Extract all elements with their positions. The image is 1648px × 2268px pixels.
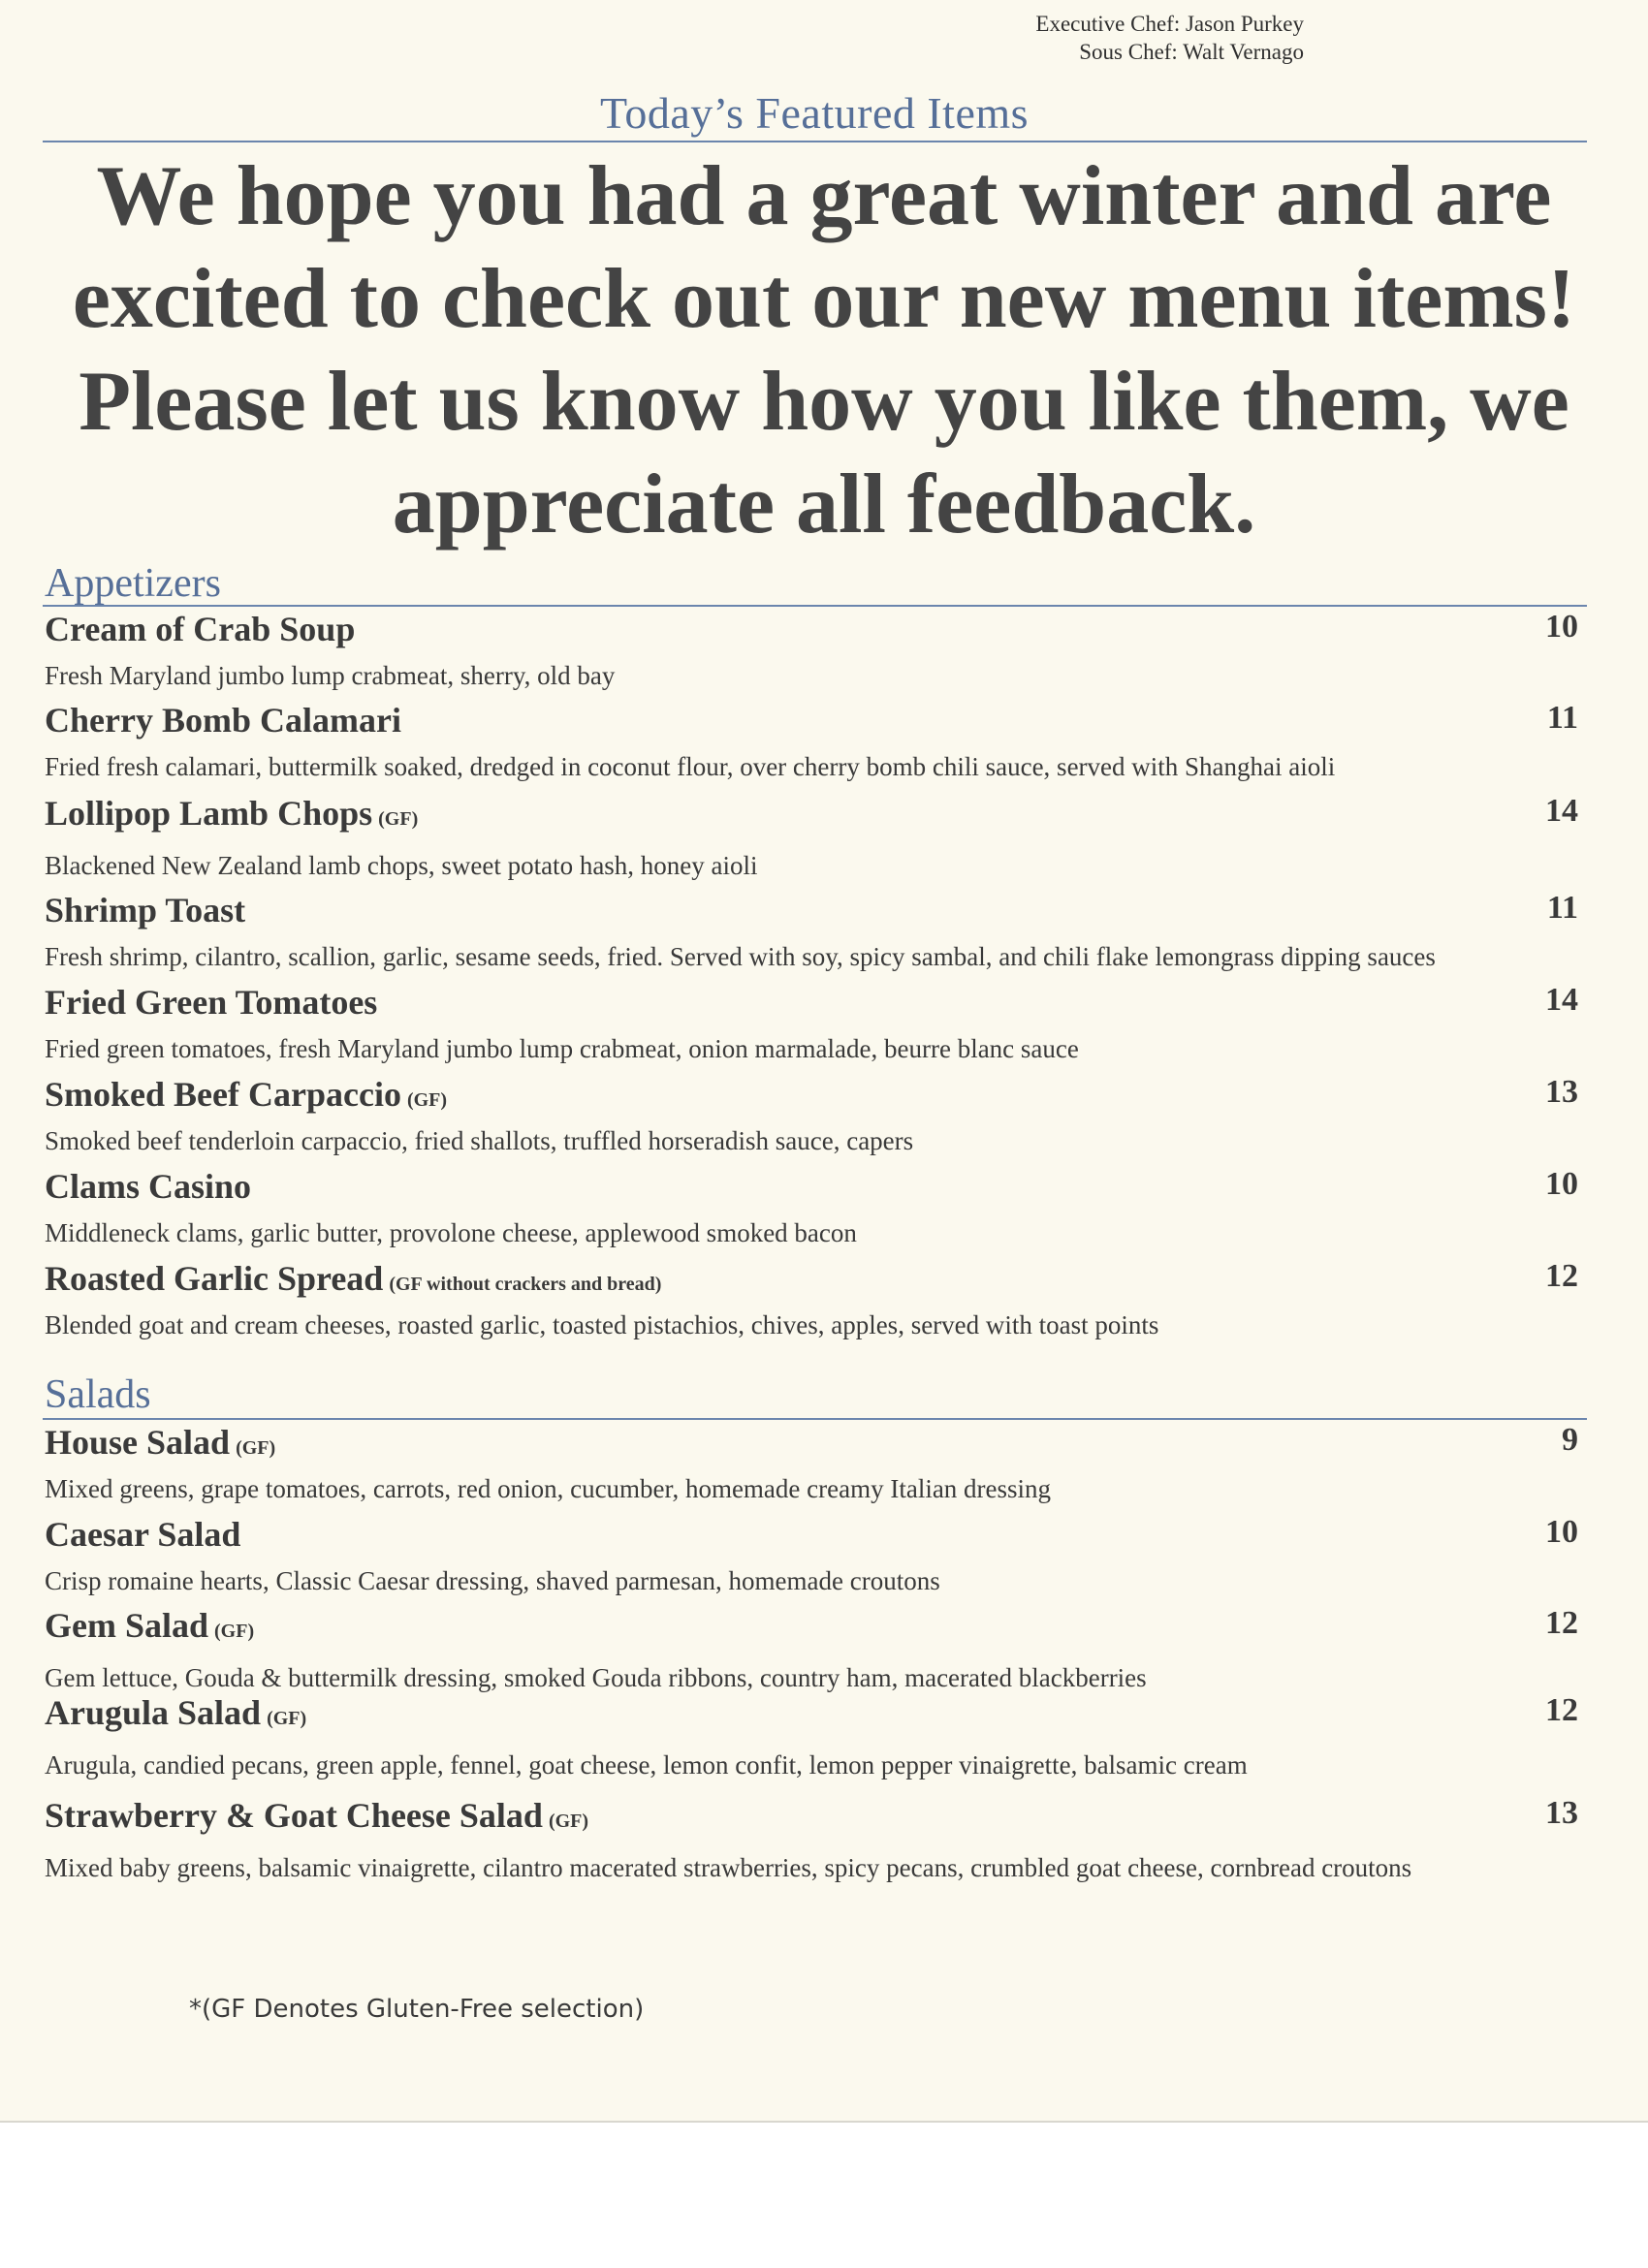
item-name: Roasted Garlic Spread — [45, 1259, 384, 1298]
item-description: Fried green tomatoes, fresh Maryland jumbo lump crabmeat, onion marmalade, beurre blanc sauce — [45, 1034, 1079, 1063]
item-note: (GF) — [378, 808, 419, 830]
item-description: Gem lettuce, Gouda & buttermilk dressing, smoked Gouda ribbons, country ham, macerated blackberries — [45, 1663, 1147, 1692]
item-name: Gem Salad — [45, 1606, 209, 1645]
item-name: Lollipop Lamb Chops — [45, 794, 373, 833]
item-price: 12 — [1545, 1258, 1578, 1294]
menu-item — [45, 1422, 1576, 1505]
menu-item — [45, 890, 1576, 973]
item-price: 10 — [1545, 1514, 1578, 1550]
item-price: 14 — [1545, 982, 1578, 1018]
item-note: (GF) — [267, 1708, 307, 1729]
item-note: (GF) — [236, 1437, 276, 1459]
sous-chef: Sous Chef: Walt Vernago — [1079, 40, 1304, 64]
item-name: Shrimp Toast — [45, 891, 246, 929]
item-price: 13 — [1545, 1795, 1578, 1831]
menu-item — [45, 1605, 1576, 1694]
item-price: 14 — [1545, 793, 1578, 829]
item-name: Caesar Salad — [45, 1515, 241, 1554]
menu-item — [45, 1692, 1576, 1781]
menu-item — [45, 1258, 1576, 1341]
item-description: Mixed baby greens, balsamic vinaigrette, cilantro macerated strawberries, spicy pecans, crumbled goat cheese, cornbread croutons — [45, 1853, 1412, 1882]
chef-credits — [969, 10, 1304, 66]
item-description: Smoked beef tenderloin carpaccio, fried shallots, truffled horseradish sauce, capers — [45, 1126, 914, 1155]
item-name: Clams Casino — [45, 1167, 252, 1206]
menu-item — [45, 793, 1576, 882]
item-description: Fried fresh calamari, buttermilk soaked, dredged in coconut flour, over cherry bomb chili sauce, served with Shanghai aioli — [45, 752, 1336, 781]
item-name: Arugula Salad — [45, 1693, 262, 1732]
scan-margin — [0, 2121, 1648, 2268]
item-note: (GF without crackers and bread) — [389, 1274, 662, 1295]
item-name: House Salad — [45, 1423, 231, 1462]
menu-item — [45, 609, 1576, 692]
item-note: (GF) — [406, 1089, 448, 1111]
menu-item — [45, 1166, 1576, 1249]
menu-item — [45, 700, 1576, 783]
item-description: Arugula, candied pecans, green apple, fennel, goat cheese, lemon confit, lemon pepper vinaigrette, balsamic cream — [45, 1750, 1248, 1780]
menu-item — [45, 1514, 1576, 1597]
item-description: Fresh Maryland jumbo lump crabmeat, sherry, old bay — [45, 661, 616, 690]
item-note: (GF) — [548, 1811, 589, 1832]
featured-rule — [43, 141, 1587, 142]
menu-item — [45, 982, 1576, 1065]
salads-rule — [43, 1418, 1587, 1420]
item-name: Cream of Crab Soup — [45, 610, 356, 648]
appetizers-title: Appetizers — [45, 561, 221, 606]
salads-title: Salads — [45, 1372, 151, 1417]
featured-title: Today’s Featured Items — [599, 88, 1030, 138]
item-price: 12 — [1545, 1692, 1578, 1728]
item-price: 12 — [1545, 1605, 1578, 1641]
item-name: Cherry Bomb Calamari — [45, 701, 401, 740]
item-price: 10 — [1545, 609, 1578, 645]
item-description: Crisp romaine hearts, Classic Caesar dressing, shaved parmesan, homemade croutons — [45, 1566, 940, 1595]
item-name: Fried Green Tomatoes — [45, 983, 378, 1022]
item-name: Smoked Beef Carpaccio — [45, 1075, 401, 1114]
item-description: Mixed greens, grape tomatoes, carrots, red onion, cucumber, homemade creamy Italian dressing — [45, 1474, 1052, 1503]
headline: We hope you had a great winter and are excited to check out our new menu items! Please let us know how you like them, we appreciate all feedback. — [72, 149, 1576, 551]
item-price: 11 — [1546, 700, 1578, 736]
item-price: 11 — [1546, 890, 1578, 926]
menu-item — [45, 1074, 1576, 1157]
item-description: Fresh shrimp, cilantro, scallion, garlic, sesame seeds, fried. Served with soy, spicy sambal, and chili flake lemongrass dipping sauces — [45, 942, 1436, 971]
item-price: 13 — [1545, 1074, 1578, 1110]
item-note: (GF) — [214, 1621, 255, 1642]
item-name: Strawberry & Goat Cheese Salad — [45, 1796, 543, 1835]
menu-item — [45, 1795, 1576, 1884]
item-price: 9 — [1562, 1422, 1578, 1458]
item-description: Middleneck clams, garlic butter, provolone cheese, applewood smoked bacon — [45, 1218, 857, 1247]
executive-chef: Executive Chef: Jason Purkey — [1035, 12, 1304, 36]
item-description: Blackened New Zealand lamb chops, sweet potato hash, honey aioli — [45, 851, 758, 880]
item-description: Blended goat and cream cheeses, roasted garlic, toasted pistachios, chives, apples, served with toast points — [45, 1310, 1159, 1339]
appetizers-rule — [43, 605, 1587, 607]
item-price: 10 — [1545, 1166, 1578, 1202]
gluten-free-footnote: *(GF Denotes Gluten-Free selection) — [189, 1995, 645, 2024]
